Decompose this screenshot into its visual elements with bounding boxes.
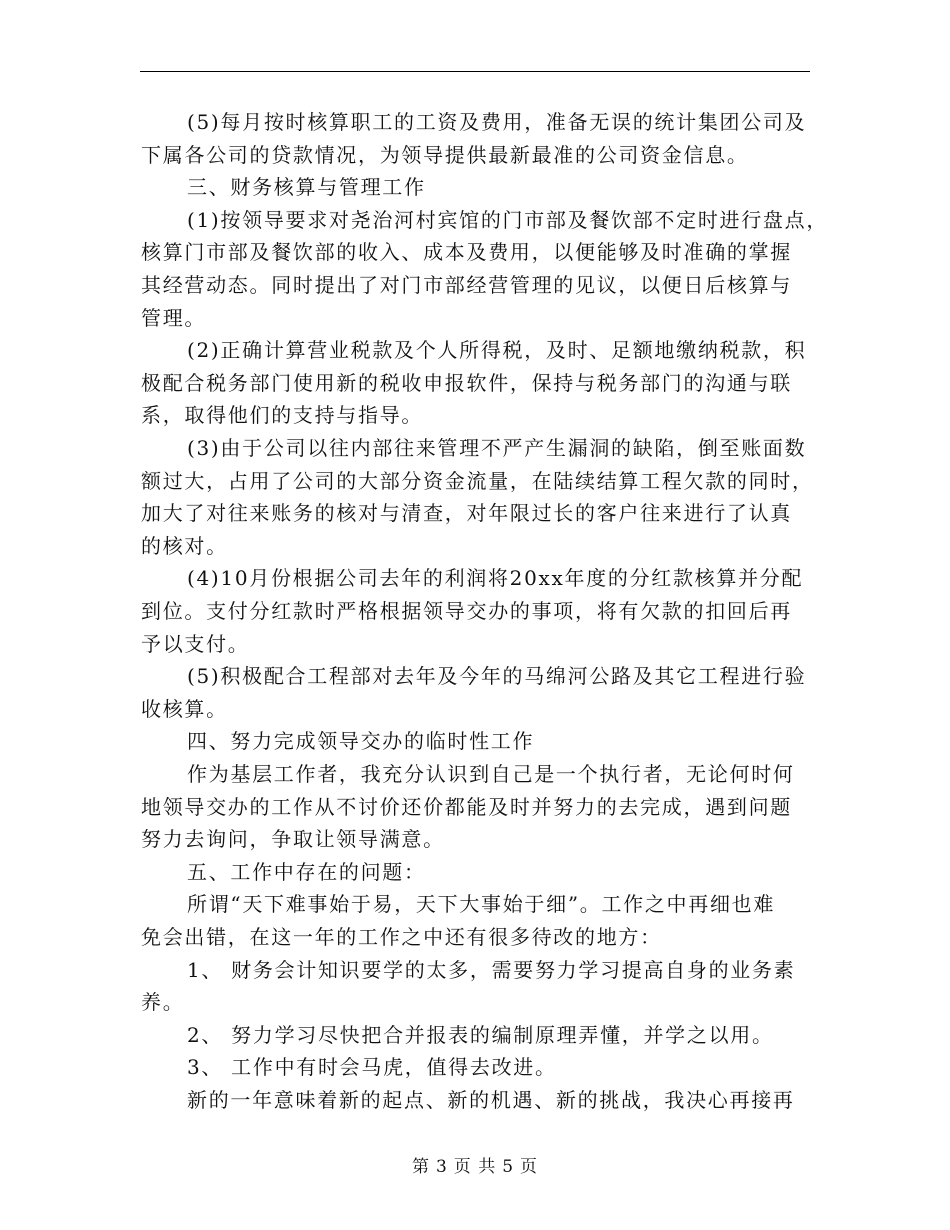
body-line: 到位。支付分红款时严格根据领导交办的事项，将有欠款的扣回后再: [141, 599, 792, 623]
body-line: 免会出错，在这一年的工作之中还有很多待改的地方：: [141, 925, 662, 949]
list-item: 2、 努力学习尽快把合并报表的编制原理弄懂，并学之以用。: [187, 1022, 774, 1047]
footer-suffix: 页: [520, 1157, 539, 1177]
list-item: 3、 工作中有时会马虎，值得去改进。: [187, 1055, 557, 1080]
body-line: 核算门市部及餐饮部的收入、成本及费用，以便能够及时准确的掌握: [141, 240, 792, 265]
list-item: 养。: [141, 990, 185, 1015]
body-line: 地领导交办的工作从不讨价还价都能及时并努力的去完成，遇到问题: [141, 794, 792, 819]
body-line: (3)由于公司以往内部往来管理不严产生漏洞的缺陷，倒至账面数: [187, 436, 807, 460]
section-heading: 三、财务核算与管理工作: [187, 175, 426, 200]
body-line: 管理。: [141, 305, 207, 330]
footer-current-page: 3: [435, 1157, 448, 1177]
header-rule: [140, 71, 810, 72]
body-line: 努力去询问，争取让领导满意。: [141, 827, 445, 852]
body-line: 额过大，占用了公司的大部分资金流量，在陆续结算工程欠款的同时，: [141, 468, 814, 493]
body-line: (5)积极配合工程部对去年及今年的马绵河公路及其它工程进行验: [187, 664, 807, 689]
section-heading: 五、工作中存在的问题：: [187, 859, 426, 884]
list-item: 1、 财务会计知识要学的太多，需要努力学习提高自身的业务素: [187, 957, 796, 982]
body-line: (1)按领导要求对尧治河村宾馆的门市部及餐饮部不定时进行盘点，: [187, 207, 829, 232]
body-line: (5)每月按时核算职工的工资及费用，准备无误的统计集团公司及: [187, 110, 807, 134]
body-line: 收核算。: [141, 696, 228, 721]
body-line: 作为基层工作者，我充分认识到自己是一个执行者，无论何时何: [187, 762, 795, 786]
footer-mid: 页 共: [453, 1157, 497, 1177]
body-line: (2)正确计算营业税款及个人所得税，及时、足额地缴纳税款，积: [187, 338, 807, 363]
body-line: (4)10月份根据公司去年的利润将20xx年度的分红款核算并分配: [187, 566, 804, 591]
body-line: 予以支付。: [141, 631, 250, 656]
body-line: 加大了对往来账务的核对与清查，对年限过长的客户往来进行了认真: [141, 501, 792, 526]
body-line: 下属各公司的贷款情况，为领导提供最新最准的公司资金信息。: [141, 142, 749, 167]
footer-prefix: 第: [411, 1157, 430, 1177]
body-line: 新的一年意味着新的起点、新的机遇、新的挑战，我决心再接再: [187, 1088, 795, 1112]
section-heading: 四、努力完成领导交办的临时性工作: [187, 729, 535, 754]
body-line: 的核对。: [141, 533, 228, 558]
body-line: 所谓“天下难事始于易，天下大事始于细”。工作之中再细也难: [187, 892, 776, 917]
page-footer: [0, 1152, 950, 1177]
body-line: 极配合税务部门使用新的税收申报软件，保持与税务部门的沟通与联: [141, 370, 792, 395]
body-line: 系，取得他们的支持与指导。: [141, 403, 424, 428]
body-line: 其经营动态。同时提出了对门市部经营管理的见议，以便日后核算与: [141, 273, 792, 297]
footer-total-pages: 5: [502, 1157, 515, 1177]
